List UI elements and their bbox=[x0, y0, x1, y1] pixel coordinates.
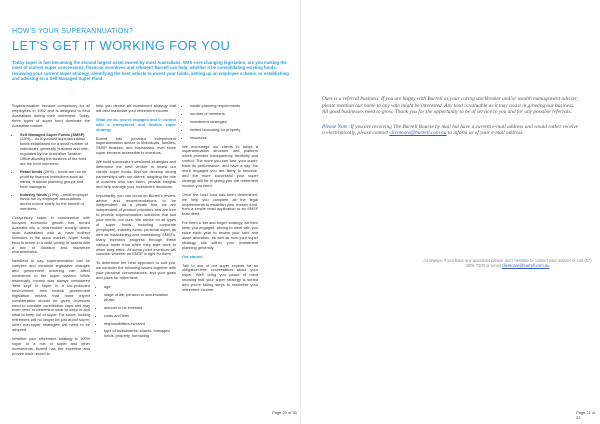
fund-type-text: (26%) – funds are run for profit by financial institutions such as banks, financial planning groups and fund managers. bbox=[20, 168, 87, 189]
list-item: • insurance. bbox=[190, 136, 258, 141]
subheading: What we do, you're engaged and in control with a transparent and flexible super strategy bbox=[96, 116, 176, 132]
fund-type-text: (19%) – multi-employer funds run by employer associations and/or unions solely for the benefit of members. bbox=[20, 191, 89, 212]
paragraph: For them a 'set and forget' strategy, we then keep you engaged, aiming to meet with you twice each year to review your fund and asset allocation, as well as how your super strategy sits within your investment planning generally. bbox=[182, 220, 258, 250]
fund-type-title: Self Managed Super Funds (SMSF) bbox=[20, 131, 85, 137]
column-3 bbox=[182, 104, 258, 297]
paragraph: Importantly, you can count on Burrell's review, advice and recommendations to be independent. As a private firm, we are independent of product providers and are free to provide superannuation solutions that suit your needs, not ours. We advise on all types of super funds including corporate (employee), industry funds, personal super, as well as establishing and maintaining SMSFs. Many investors progress through these various funds from when they start work to when they retire. At some point investors will consider whether an SMSF is right for them. bbox=[96, 192, 176, 257]
paragraph: Whether your retirement strategy is 100% super or a mix of super and other investments, Burrell has the expertise and proven track record to bbox=[12, 335, 90, 356]
fund-type-title: Retail funds bbox=[20, 168, 43, 174]
list-item: • number of members bbox=[190, 112, 258, 117]
page-headline: LET'S GET IT WORKING FOR YOU bbox=[12, 38, 231, 53]
paragraph: Compulsory super in combination with buoyant economic growth has turned Australia into a 'shareholder society' where most Australians own or have indirect investors in the stock market. Super funds tend to invest in a wide variety of assets with a mix of duration and risk/return characteristics. bbox=[12, 215, 90, 255]
list-item: • amount to be invested bbox=[104, 306, 176, 311]
list-item: • limited borrowing for property bbox=[190, 128, 258, 133]
paragraph: help you devise an investment strategy that will best maximise your retirement income. bbox=[96, 103, 176, 113]
right-page bbox=[300, 0, 600, 424]
section-kicker: HOW'S YOUR SUPERANNUATION? bbox=[12, 28, 134, 35]
page-number: Page 21 of 33 bbox=[576, 410, 596, 420]
page-number: Page 20 of 33 bbox=[272, 410, 297, 415]
list-item: • responsibilities involved bbox=[104, 322, 176, 327]
contact-text: As always, if you have any questions please don't hesitate to contact your adviser or call (07) 3006 7200 or email bbox=[423, 258, 592, 269]
issues-list-continued bbox=[182, 104, 258, 141]
contact-email-link[interactable]: clientcare@burrell.com.au bbox=[501, 263, 550, 269]
note-tail: to inform us of your e-mail address. bbox=[447, 130, 524, 137]
paragraph: We build successful investment strategies and determine the best vehicle to invest our clients' super funds. And we develop strong partnerships with our clients, adopting the role of coaches who can listen, provide insights and help manage your investment decisions. bbox=[96, 159, 176, 189]
note-text: If you are receiving The Burrell Bourse by mail but have a current e-mail address and would rather receive it electronically, please contact bbox=[322, 123, 578, 137]
column-1 bbox=[12, 104, 90, 361]
paragraph: Talk to one of our super experts for an obligation-free conversation about your super. We'll bring you peace of mind knowing that your super strategy is sorted and you're taking steps to maximise your retirement income. bbox=[182, 262, 258, 293]
intro-paragraph: Today super is fast becoming the second largest asset owned by most Australians. With ever-changing legislation, are you making the most of current super concessions, financial incentives and rebates? Burrell can help, whether it be consolidating existing funds, reviewing your current super strategy, identifying the best vehicle to invest your funds, setting up an employee scheme, or establishing and advising on a Self Managed Super Fund. bbox=[12, 60, 289, 82]
email-note bbox=[322, 124, 580, 137]
paragraph: To determine the best approach to suit you, we consider the following issues together with your personal circumstances, and your goals and plans for retirement: bbox=[96, 260, 176, 281]
list-item bbox=[20, 193, 90, 213]
paragraph: We encourage our clients to adopt a superannuation structure and platform which provides transparency, flexibility and control. The more you can 'see' your super, track its performance, and have a say, the more engaged you are likely to become, and the more successful your super strategy will be in giving you the retirement income you need. bbox=[182, 143, 258, 188]
issues-list bbox=[96, 285, 176, 339]
paragraph: Once the best fund has been determined, we help you complete all the legal requirements to establish your chosen fund, from a simple retail application to an SMSF trust deed. bbox=[182, 191, 258, 217]
fund-type-title: Industry funds bbox=[20, 191, 48, 197]
list-item bbox=[20, 133, 90, 167]
list-item: • costs and fees bbox=[104, 314, 176, 319]
list-item: • type of investments: shares, managed funds, property, borrowing bbox=[104, 329, 176, 339]
paragraph: Needless to say, superannuation can be complex and constant legislative changes and government tinkering can affect confidence in the super system. While historically, money was always considered 'best kept' in super in a tax-protected environment, new federal government legislation means that more expert consideration should be given. Investors need to consider contribution caps and may even need to determine what to keep in and what to keep out of super. For some, locking retirement will no longer be just about super; other non-super strategies will need to be adopted. bbox=[12, 258, 90, 333]
subheading-get-started: Get started bbox=[182, 253, 203, 259]
fund-type-text: (33%) – do-it-yourself superannuation funds established for a small number of individuals, generally husband and wife, regulated by the Australian Taxation Office allowing the trustees of the fund are the fund members. bbox=[20, 136, 89, 166]
list-item: • stage of life: pension or accumulation phase bbox=[104, 293, 176, 303]
paragraph: Burrell has provided independent superannuation advice to individuals, families, SMSF trustees, and businesses, ever since super became accessible to investors. bbox=[96, 135, 176, 156]
note-email-link[interactable]: clientcare@burrell.com.au bbox=[389, 130, 447, 137]
fund-types-list bbox=[12, 133, 90, 213]
referral-paragraph: Ours is a referral business. If you are happy with Burrell as your caring stockbroker and/or wealth management adviser, please mention our name to any who might be interested. Any lead is valuable as it may assist in growing our business. All good businesses need to grow. Thank you for the opportunity to be of service to you and for any possible referrals. bbox=[322, 96, 578, 116]
referral-note bbox=[322, 96, 580, 145]
paragraph: Superannuation became compulsory for all employees in 1992 and is designed to fund Australians during their retirement. Today, three types of super fund dominate the Australian market: bbox=[12, 103, 90, 128]
list-item: • estate planning requirements bbox=[190, 104, 258, 109]
list-item bbox=[20, 170, 90, 190]
list-item: • age bbox=[104, 285, 176, 290]
note-label: Please Note: bbox=[322, 123, 350, 130]
contact-footer bbox=[420, 258, 595, 269]
column-2 bbox=[96, 104, 176, 343]
list-item: • investment strategies bbox=[190, 120, 258, 125]
